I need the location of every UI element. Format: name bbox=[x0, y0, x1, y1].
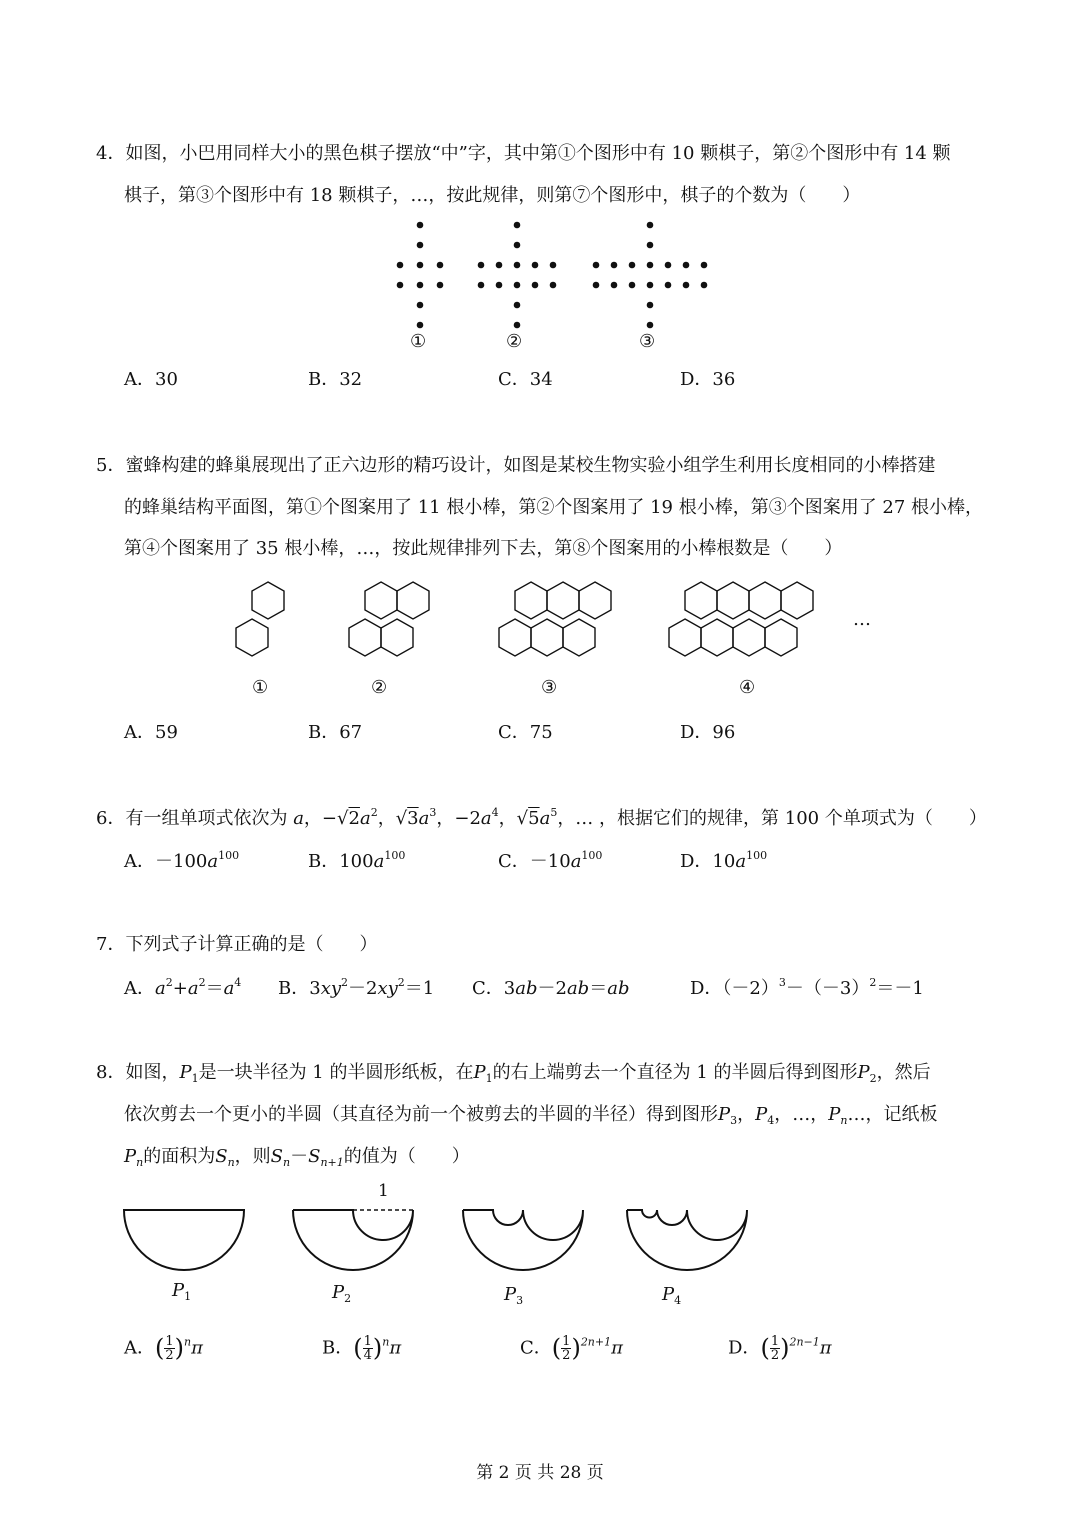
q8-figure-p4 bbox=[627, 1210, 747, 1270]
q5-honeycomb-figures bbox=[0, 578, 1080, 678]
q4-option-d[interactable]: D．36 bbox=[680, 369, 736, 390]
q5-figure-2 bbox=[349, 582, 429, 656]
q8-option-c[interactable]: C．( $\frac{1}{2}$ )$^{2n+1}$π bbox=[520, 1333, 623, 1363]
q4-option-b[interactable]: B．32 bbox=[308, 369, 363, 390]
q7-option-d[interactable]: D．$(-2)^3-(-3)^2=-1$ bbox=[690, 976, 924, 999]
q8-option-b[interactable]: B．( $\frac{1}{4}$ )$^n$π bbox=[322, 1333, 402, 1363]
q4-label-1: ① bbox=[410, 331, 427, 352]
q5-stem-line3: 第④个图案用了 35 根小棒，…，按此规律排列下去，第⑧个图案用的小棒根数是（ ） bbox=[124, 538, 843, 559]
q6-option-b[interactable]: B．$100a^{100}$ bbox=[308, 849, 406, 872]
q5-option-c[interactable]: C．75 bbox=[498, 722, 553, 743]
q8-label-p4: $P_4$ bbox=[662, 1284, 682, 1307]
q5-label-3: ③ bbox=[541, 677, 558, 698]
q5-label-1: ① bbox=[252, 677, 269, 698]
q4-label-2: ② bbox=[506, 331, 523, 352]
q5-figure-3 bbox=[499, 582, 611, 656]
q8-stem-line2: 依次剪去一个更小的半圆（其直径为前一个被剪去的半圆的半径）得到图形$P_3$，$P_4$，…，$P_n\dots$，记纸板 bbox=[124, 1104, 938, 1127]
q7-option-a[interactable]: A．$a^2+a^2=a^4$ bbox=[124, 976, 242, 999]
q5-option-a[interactable]: A．59 bbox=[124, 722, 178, 743]
sqrt-icon: √ bbox=[516, 808, 529, 829]
q8-figure-p3 bbox=[463, 1210, 583, 1270]
page-footer: 第 2 页 共 28 页 bbox=[476, 1463, 604, 1483]
q8-option-a[interactable]: A．( $\frac{1}{2}$ )$^n$π bbox=[124, 1333, 203, 1363]
q8-stem-line3: $P_n$的面积为$S_n$，则$S_n-S_{n+1}$的值为（ ） bbox=[124, 1146, 470, 1169]
q4-dot-figures bbox=[0, 215, 1080, 335]
q4-figure-2 bbox=[478, 222, 557, 329]
q5-stem-line1: 5．蜜蜂构建的蜂巢展现出了正六边形的精巧设计，如图是某校生物实验小组学生利用长度相同的小棒搭建 bbox=[96, 455, 936, 476]
q7-stem: 7．下列式子计算正确的是（ ） bbox=[96, 934, 378, 955]
q4-figure-1 bbox=[397, 222, 444, 329]
q8-option-d[interactable]: D．( $\frac{1}{2}$ )$^{2n-1}$π bbox=[728, 1333, 832, 1363]
q8-stem-line1: 8．如图，$P_1$是一块半径为 1 的半圆形纸板，在$P_1$的右上端剪去一个直径为 1 的半圆后得到图形$P_2$，然后 bbox=[96, 1062, 931, 1085]
q7-option-c[interactable]: C．3ab－2ab＝ab bbox=[472, 978, 630, 999]
q4-option-c[interactable]: C．34 bbox=[498, 369, 553, 390]
q8-label-p1: $P_1$ bbox=[172, 1280, 192, 1303]
q4-stem-line1: 4．如图，小巴用同样大小的黑色棋子摆放“中”字，其中第①个图形中有 10 颗棋子，第②个图形中有 14 颗 bbox=[96, 143, 951, 164]
q5-option-b[interactable]: B．67 bbox=[308, 722, 363, 743]
q8-label-p2: $P_2$ bbox=[332, 1282, 352, 1305]
q8-dimension-label: 1 bbox=[378, 1181, 389, 1201]
q4-label-3: ③ bbox=[639, 331, 656, 352]
q5-stem-line2: 的蜂巢结构平面图，第①个图案用了 11 根小棒，第②个图案用了 19 根小棒，第③个图案用了 27 根小棒， bbox=[124, 497, 984, 518]
q8-figure-p2 bbox=[293, 1210, 413, 1270]
q4-figure-3 bbox=[593, 222, 708, 329]
q7-option-b[interactable]: B．$3xy^2-2xy^2=1$ bbox=[278, 976, 435, 999]
q8-label-p3: $P_3$ bbox=[504, 1284, 524, 1307]
q8-figure-p1 bbox=[124, 1210, 244, 1270]
q8-semicircle-figures bbox=[0, 1205, 1080, 1305]
q4-option-a[interactable]: A．30 bbox=[124, 369, 178, 390]
sqrt-icon: √ bbox=[395, 808, 408, 829]
q5-label-2: ② bbox=[371, 677, 388, 698]
q5-option-d[interactable]: D．96 bbox=[680, 722, 736, 743]
q6-stem: 6．有一组单项式依次为 a，$-√2a^2$，$√3a^3$，$-2a^4$，$√5a^5$，… ，根据它们的规律，第 100 个单项式为（ ） bbox=[96, 806, 987, 829]
q4-stem-line2: 棋子，第③个图形中有 18 颗棋子，…，按此规律，则第⑦个图形中，棋子的个数为（ ） bbox=[124, 185, 861, 206]
q5-label-4: ④ bbox=[739, 677, 756, 698]
q5-figure-4 bbox=[669, 582, 813, 656]
q6-option-d[interactable]: D．$10a^{100}$ bbox=[680, 849, 768, 872]
q5-figure-1 bbox=[236, 582, 284, 656]
q6-option-c[interactable]: C．$-10a^{100}$ bbox=[498, 849, 603, 872]
q6-option-a[interactable]: A．$-100a^{100}$ bbox=[124, 849, 240, 872]
sqrt-icon: √ bbox=[337, 808, 349, 829]
q5-ellipsis: … bbox=[853, 609, 871, 630]
